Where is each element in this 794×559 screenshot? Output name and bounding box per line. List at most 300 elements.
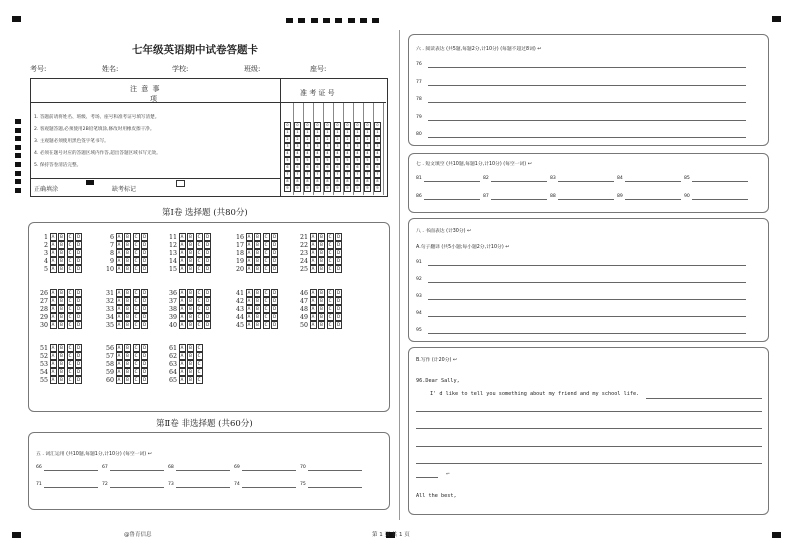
option-bubble-a[interactable]: A: [50, 289, 57, 297]
option-bubble-d[interactable]: D: [272, 258, 277, 263]
writing-line-6[interactable]: [416, 477, 438, 478]
option-bubble-a[interactable]: A: [310, 265, 317, 273]
option-bubble-b[interactable]: B: [58, 352, 65, 360]
option-bubble-c[interactable]: C: [327, 257, 334, 265]
id-digit-bubble[interactable]: 0: [324, 122, 331, 129]
option-bubble-b[interactable]: B: [318, 257, 325, 265]
id-digit-bubble[interactable]: 0: [364, 122, 371, 129]
option-bubble-d[interactable]: D: [272, 242, 277, 247]
option-bubble-b[interactable]: B: [58, 297, 65, 305]
option-bubble-d[interactable]: D: [336, 234, 341, 239]
option-bubble-c[interactable]: C: [67, 249, 74, 257]
option-bubble-b[interactable]: B: [124, 344, 131, 352]
option-bubble-a[interactable]: A: [50, 368, 57, 376]
id-digit-bubble[interactable]: 2: [304, 136, 311, 143]
option-bubble-b[interactable]: B: [187, 376, 194, 384]
option-bubble-d[interactable]: D: [142, 242, 147, 247]
id-digit-bubble[interactable]: 2: [374, 136, 381, 143]
id-digit-bubble[interactable]: 0: [314, 122, 321, 129]
option-bubble-c[interactable]: C: [327, 249, 334, 257]
option-bubble-b[interactable]: B: [187, 233, 194, 241]
id-digit-bubble[interactable]: 3: [334, 143, 341, 150]
answer-line[interactable]: [428, 137, 746, 138]
option-bubble-c[interactable]: C: [133, 352, 140, 360]
option-bubble-b[interactable]: B: [187, 360, 194, 368]
answer-line[interactable]: [428, 102, 746, 103]
id-digit-bubble[interactable]: 4: [334, 150, 341, 157]
option-bubble-b[interactable]: B: [187, 257, 194, 265]
option-bubble-a[interactable]: A: [116, 257, 123, 265]
option-bubble-d[interactable]: D: [205, 322, 210, 327]
id-digit-bubble[interactable]: 3: [284, 143, 291, 150]
id-digit-bubble[interactable]: 0: [354, 122, 361, 129]
option-bubble-b[interactable]: B: [58, 249, 65, 257]
option-bubble-c[interactable]: C: [196, 305, 203, 313]
option-bubble-a[interactable]: A: [50, 344, 57, 352]
option-bubble-b[interactable]: B: [254, 321, 261, 329]
option-bubble-d[interactable]: D: [142, 258, 147, 263]
id-digit-bubble[interactable]: 1: [364, 129, 371, 136]
id-digit-bubble[interactable]: 6: [304, 164, 311, 171]
id-digit-bubble[interactable]: 9: [314, 185, 321, 192]
option-bubble-c[interactable]: C: [133, 241, 140, 249]
option-bubble-d[interactable]: D: [76, 258, 81, 263]
option-bubble-c[interactable]: C: [263, 257, 270, 265]
id-digit-bubble[interactable]: 7: [344, 171, 351, 178]
option-bubble-b[interactable]: B: [124, 376, 131, 384]
option-bubble-d[interactable]: D: [76, 377, 81, 382]
option-bubble-d[interactable]: D: [205, 306, 210, 311]
option-bubble-a[interactable]: A: [310, 305, 317, 313]
option-bubble-a[interactable]: A: [179, 257, 186, 265]
answer-blank[interactable]: [44, 470, 98, 471]
id-digit-bubble[interactable]: 0: [334, 122, 341, 129]
option-bubble-a[interactable]: A: [310, 241, 317, 249]
option-bubble-a[interactable]: A: [116, 249, 123, 257]
option-bubble-d[interactable]: D: [205, 242, 210, 247]
option-bubble-c[interactable]: C: [327, 233, 334, 241]
option-bubble-c[interactable]: C: [196, 265, 203, 273]
option-bubble-b[interactable]: B: [124, 233, 131, 241]
id-digit-bubble[interactable]: 9: [304, 185, 311, 192]
option-bubble-b[interactable]: B: [187, 352, 194, 360]
option-bubble-d[interactable]: D: [272, 290, 277, 295]
id-digit-bubble[interactable]: 6: [314, 164, 321, 171]
writing-line-4[interactable]: [416, 446, 762, 447]
option-bubble-c[interactable]: C: [133, 368, 140, 376]
option-bubble-b[interactable]: B: [124, 297, 131, 305]
answer-blank[interactable]: [110, 470, 164, 471]
option-bubble-a[interactable]: A: [50, 233, 57, 241]
answer-blank[interactable]: [558, 199, 614, 200]
option-bubble-c[interactable]: C: [196, 249, 203, 257]
option-bubble-a[interactable]: A: [179, 360, 186, 368]
option-bubble-c[interactable]: C: [67, 313, 74, 321]
option-bubble-c[interactable]: C: [196, 297, 203, 305]
id-digit-bubble[interactable]: 6: [284, 164, 291, 171]
option-bubble-b[interactable]: B: [318, 289, 325, 297]
answer-blank[interactable]: [424, 199, 480, 200]
option-bubble-a[interactable]: A: [179, 368, 186, 376]
answer-blank[interactable]: [242, 470, 296, 471]
id-digit-bubble[interactable]: 3: [304, 143, 311, 150]
id-digit-bubble[interactable]: 3: [294, 143, 301, 150]
option-bubble-b[interactable]: B: [124, 313, 131, 321]
option-bubble-d[interactable]: D: [336, 266, 341, 271]
option-bubble-a[interactable]: A: [50, 257, 57, 265]
option-bubble-c[interactable]: C: [67, 344, 74, 352]
option-bubble-d[interactable]: D: [272, 298, 277, 303]
option-bubble-c[interactable]: C: [263, 241, 270, 249]
id-digit-bubble[interactable]: 8: [374, 178, 381, 185]
option-bubble-a[interactable]: A: [116, 368, 123, 376]
option-bubble-b[interactable]: B: [124, 360, 131, 368]
option-bubble-b[interactable]: B: [124, 352, 131, 360]
writing-line-2[interactable]: [416, 411, 762, 412]
id-digit-bubble[interactable]: 5: [294, 157, 301, 164]
option-bubble-d[interactable]: D: [76, 322, 81, 327]
option-bubble-d[interactable]: D: [76, 314, 81, 319]
option-bubble-b[interactable]: B: [187, 265, 194, 273]
id-digit-bubble[interactable]: 4: [374, 150, 381, 157]
id-digit-bubble[interactable]: 1: [324, 129, 331, 136]
option-bubble-b[interactable]: B: [187, 313, 194, 321]
id-digit-bubble[interactable]: 4: [294, 150, 301, 157]
writing-line-5[interactable]: [416, 463, 762, 464]
option-bubble-a[interactable]: A: [246, 305, 253, 313]
option-bubble-b[interactable]: B: [254, 297, 261, 305]
id-digit-bubble[interactable]: 8: [294, 178, 301, 185]
option-bubble-a[interactable]: A: [116, 233, 123, 241]
id-digit-bubble[interactable]: 6: [374, 164, 381, 171]
option-bubble-d[interactable]: D: [142, 306, 147, 311]
id-digit-bubble[interactable]: 7: [364, 171, 371, 178]
option-bubble-d[interactable]: D: [76, 361, 81, 366]
id-digit-bubble[interactable]: 7: [354, 171, 361, 178]
option-bubble-d[interactable]: D: [142, 377, 147, 382]
option-bubble-c[interactable]: C: [133, 344, 140, 352]
option-bubble-b[interactable]: B: [187, 289, 194, 297]
option-bubble-c[interactable]: C: [263, 265, 270, 273]
id-digit-bubble[interactable]: 1: [284, 129, 291, 136]
option-bubble-d[interactable]: D: [336, 314, 341, 319]
option-bubble-b[interactable]: B: [58, 376, 65, 384]
option-bubble-a[interactable]: A: [179, 265, 186, 273]
option-bubble-a[interactable]: A: [116, 297, 123, 305]
option-bubble-c[interactable]: C: [263, 321, 270, 329]
option-bubble-a[interactable]: A: [179, 233, 186, 241]
answer-blank[interactable]: [424, 181, 480, 182]
answer-blank[interactable]: [176, 470, 230, 471]
id-digit-bubble[interactable]: 4: [304, 150, 311, 157]
option-bubble-d[interactable]: D: [76, 298, 81, 303]
answer-blank[interactable]: [308, 487, 362, 488]
option-bubble-d[interactable]: D: [272, 306, 277, 311]
option-bubble-c[interactable]: C: [327, 241, 334, 249]
id-digit-bubble[interactable]: 3: [374, 143, 381, 150]
id-digit-bubble[interactable]: 4: [314, 150, 321, 157]
option-bubble-d[interactable]: D: [76, 266, 81, 271]
option-bubble-d[interactable]: D: [336, 250, 341, 255]
option-bubble-b[interactable]: B: [124, 305, 131, 313]
option-bubble-c[interactable]: C: [196, 233, 203, 241]
option-bubble-d[interactable]: D: [272, 314, 277, 319]
option-bubble-a[interactable]: A: [246, 321, 253, 329]
option-bubble-c[interactable]: C: [133, 321, 140, 329]
id-digit-bubble[interactable]: 9: [284, 185, 291, 192]
id-digit-bubble[interactable]: 1: [374, 129, 381, 136]
option-bubble-a[interactable]: A: [116, 289, 123, 297]
option-bubble-c[interactable]: C: [133, 313, 140, 321]
option-bubble-d[interactable]: D: [205, 266, 210, 271]
id-digit-bubble[interactable]: 2: [354, 136, 361, 143]
option-bubble-a[interactable]: A: [310, 289, 317, 297]
option-bubble-b[interactable]: B: [58, 305, 65, 313]
id-digit-bubble[interactable]: 5: [364, 157, 371, 164]
option-bubble-b[interactable]: B: [58, 313, 65, 321]
option-bubble-b[interactable]: B: [187, 344, 194, 352]
writing-line-1[interactable]: [646, 398, 762, 399]
id-digit-bubble[interactable]: 3: [344, 143, 351, 150]
option-bubble-c[interactable]: C: [196, 313, 203, 321]
option-bubble-d[interactable]: D: [76, 242, 81, 247]
option-bubble-b[interactable]: B: [254, 233, 261, 241]
id-digit-bubble[interactable]: 3: [364, 143, 371, 150]
option-bubble-c[interactable]: C: [263, 249, 270, 257]
option-bubble-c[interactable]: C: [263, 289, 270, 297]
option-bubble-a[interactable]: A: [50, 241, 57, 249]
option-bubble-a[interactable]: A: [179, 352, 186, 360]
id-digit-bubble[interactable]: 1: [344, 129, 351, 136]
option-bubble-c[interactable]: C: [196, 376, 203, 384]
option-bubble-d[interactable]: D: [205, 258, 210, 263]
option-bubble-c[interactable]: C: [67, 376, 74, 384]
option-bubble-c[interactable]: C: [327, 265, 334, 273]
option-bubble-a[interactable]: A: [179, 344, 186, 352]
option-bubble-a[interactable]: A: [246, 313, 253, 321]
option-bubble-a[interactable]: A: [116, 376, 123, 384]
option-bubble-c[interactable]: C: [196, 360, 203, 368]
option-bubble-c[interactable]: C: [67, 297, 74, 305]
answer-blank[interactable]: [491, 199, 547, 200]
id-digit-bubble[interactable]: 8: [364, 178, 371, 185]
option-bubble-b[interactable]: B: [124, 241, 131, 249]
option-bubble-b[interactable]: B: [187, 321, 194, 329]
option-bubble-a[interactable]: A: [116, 305, 123, 313]
id-digit-bubble[interactable]: 9: [344, 185, 351, 192]
id-digit-bubble[interactable]: 8: [354, 178, 361, 185]
option-bubble-a[interactable]: A: [310, 249, 317, 257]
option-bubble-b[interactable]: B: [254, 241, 261, 249]
option-bubble-a[interactable]: A: [116, 360, 123, 368]
option-bubble-a[interactable]: A: [179, 305, 186, 313]
option-bubble-b[interactable]: B: [58, 368, 65, 376]
answer-blank[interactable]: [558, 181, 614, 182]
id-digit-bubble[interactable]: 6: [344, 164, 351, 171]
option-bubble-d[interactable]: D: [205, 250, 210, 255]
id-digit-bubble[interactable]: 9: [294, 185, 301, 192]
option-bubble-c[interactable]: C: [263, 297, 270, 305]
id-digit-bubble[interactable]: 9: [334, 185, 341, 192]
option-bubble-b[interactable]: B: [187, 305, 194, 313]
option-bubble-a[interactable]: A: [179, 297, 186, 305]
option-bubble-b[interactable]: B: [318, 233, 325, 241]
option-bubble-d[interactable]: D: [272, 266, 277, 271]
id-digit-bubble[interactable]: 5: [284, 157, 291, 164]
option-bubble-d[interactable]: D: [205, 290, 210, 295]
answer-blank[interactable]: [242, 487, 296, 488]
option-bubble-b[interactable]: B: [254, 265, 261, 273]
id-digit-bubble[interactable]: 1: [304, 129, 311, 136]
id-digit-bubble[interactable]: 7: [294, 171, 301, 178]
option-bubble-a[interactable]: A: [179, 321, 186, 329]
option-bubble-a[interactable]: A: [179, 241, 186, 249]
id-digit-bubble[interactable]: 0: [284, 122, 291, 129]
id-digit-bubble[interactable]: 2: [344, 136, 351, 143]
option-bubble-d[interactable]: D: [142, 290, 147, 295]
option-bubble-b[interactable]: B: [187, 249, 194, 257]
option-bubble-d[interactable]: D: [142, 314, 147, 319]
option-bubble-c[interactable]: C: [263, 313, 270, 321]
option-bubble-a[interactable]: A: [179, 289, 186, 297]
option-bubble-d[interactable]: D: [336, 242, 341, 247]
id-digit-bubble[interactable]: 7: [374, 171, 381, 178]
option-bubble-d[interactable]: D: [205, 314, 210, 319]
option-bubble-c[interactable]: C: [133, 376, 140, 384]
option-bubble-d[interactable]: D: [76, 290, 81, 295]
option-bubble-a[interactable]: A: [246, 289, 253, 297]
option-bubble-b[interactable]: B: [124, 249, 131, 257]
answer-blank[interactable]: [491, 181, 547, 182]
id-digit-bubble[interactable]: 5: [324, 157, 331, 164]
option-bubble-b[interactable]: B: [58, 257, 65, 265]
id-digit-bubble[interactable]: 6: [354, 164, 361, 171]
option-bubble-a[interactable]: A: [50, 376, 57, 384]
option-bubble-a[interactable]: A: [179, 376, 186, 384]
writing-line-3[interactable]: [416, 428, 762, 429]
option-bubble-a[interactable]: A: [246, 297, 253, 305]
option-bubble-d[interactable]: D: [76, 250, 81, 255]
id-digit-bubble[interactable]: 0: [304, 122, 311, 129]
id-digit-bubble[interactable]: 7: [284, 171, 291, 178]
option-bubble-d[interactable]: D: [336, 322, 341, 327]
id-digit-bubble[interactable]: 7: [314, 171, 321, 178]
option-bubble-a[interactable]: A: [50, 352, 57, 360]
option-bubble-a[interactable]: A: [50, 360, 57, 368]
option-bubble-a[interactable]: A: [310, 233, 317, 241]
option-bubble-a[interactable]: A: [50, 265, 57, 273]
option-bubble-b[interactable]: B: [318, 321, 325, 329]
option-bubble-c[interactable]: C: [67, 241, 74, 249]
option-bubble-a[interactable]: A: [50, 305, 57, 313]
option-bubble-b[interactable]: B: [58, 321, 65, 329]
option-bubble-a[interactable]: A: [246, 249, 253, 257]
option-bubble-d[interactable]: D: [76, 234, 81, 239]
option-bubble-d[interactable]: D: [76, 353, 81, 358]
option-bubble-a[interactable]: A: [179, 249, 186, 257]
option-bubble-a[interactable]: A: [179, 313, 186, 321]
id-digit-bubble[interactable]: 6: [334, 164, 341, 171]
option-bubble-a[interactable]: A: [116, 321, 123, 329]
option-bubble-c[interactable]: C: [133, 249, 140, 257]
option-bubble-c[interactable]: C: [133, 297, 140, 305]
option-bubble-d[interactable]: D: [142, 322, 147, 327]
option-bubble-c[interactable]: C: [133, 257, 140, 265]
id-digit-bubble[interactable]: 3: [314, 143, 321, 150]
option-bubble-d[interactable]: D: [142, 369, 147, 374]
option-bubble-b[interactable]: B: [58, 360, 65, 368]
option-bubble-b[interactable]: B: [58, 265, 65, 273]
option-bubble-a[interactable]: A: [246, 257, 253, 265]
id-digit-bubble[interactable]: 1: [334, 129, 341, 136]
option-bubble-d[interactable]: D: [336, 298, 341, 303]
id-digit-bubble[interactable]: 2: [314, 136, 321, 143]
id-digit-bubble[interactable]: 8: [334, 178, 341, 185]
option-bubble-a[interactable]: A: [50, 249, 57, 257]
answer-line[interactable]: [428, 265, 746, 266]
option-bubble-b[interactable]: B: [187, 368, 194, 376]
option-bubble-b[interactable]: B: [124, 265, 131, 273]
id-digit-bubble[interactable]: 4: [344, 150, 351, 157]
option-bubble-a[interactable]: A: [246, 241, 253, 249]
option-bubble-c[interactable]: C: [196, 321, 203, 329]
option-bubble-b[interactable]: B: [318, 265, 325, 273]
option-bubble-c[interactable]: C: [196, 352, 203, 360]
option-bubble-c[interactable]: C: [67, 360, 74, 368]
option-bubble-b[interactable]: B: [124, 289, 131, 297]
option-bubble-d[interactable]: D: [336, 258, 341, 263]
id-digit-bubble[interactable]: 7: [304, 171, 311, 178]
option-bubble-d[interactable]: D: [142, 298, 147, 303]
option-bubble-c[interactable]: C: [327, 321, 334, 329]
id-digit-bubble[interactable]: 5: [334, 157, 341, 164]
option-bubble-b[interactable]: B: [318, 241, 325, 249]
option-bubble-c[interactable]: C: [67, 289, 74, 297]
option-bubble-c[interactable]: C: [133, 265, 140, 273]
answer-blank[interactable]: [44, 487, 98, 488]
option-bubble-a[interactable]: A: [50, 321, 57, 329]
option-bubble-c[interactable]: C: [133, 360, 140, 368]
option-bubble-c[interactable]: C: [133, 289, 140, 297]
option-bubble-c[interactable]: C: [196, 289, 203, 297]
id-digit-bubble[interactable]: 2: [294, 136, 301, 143]
option-bubble-d[interactable]: D: [142, 266, 147, 271]
option-bubble-b[interactable]: B: [318, 297, 325, 305]
option-bubble-a[interactable]: A: [116, 241, 123, 249]
option-bubble-c[interactable]: C: [263, 305, 270, 313]
option-bubble-b[interactable]: B: [58, 233, 65, 241]
id-digit-bubble[interactable]: 7: [324, 171, 331, 178]
option-bubble-c[interactable]: C: [67, 257, 74, 265]
option-bubble-d[interactable]: D: [76, 369, 81, 374]
id-digit-bubble[interactable]: 6: [294, 164, 301, 171]
option-bubble-b[interactable]: B: [124, 368, 131, 376]
option-bubble-b[interactable]: B: [58, 344, 65, 352]
id-digit-bubble[interactable]: 5: [374, 157, 381, 164]
option-bubble-c[interactable]: C: [133, 305, 140, 313]
option-bubble-d[interactable]: D: [272, 250, 277, 255]
id-digit-bubble[interactable]: 4: [364, 150, 371, 157]
option-bubble-a[interactable]: A: [116, 313, 123, 321]
option-bubble-b[interactable]: B: [254, 257, 261, 265]
option-bubble-d[interactable]: D: [205, 298, 210, 303]
option-bubble-c[interactable]: C: [67, 265, 74, 273]
answer-blank[interactable]: [176, 487, 230, 488]
id-digit-bubble[interactable]: 9: [364, 185, 371, 192]
id-digit-bubble[interactable]: 1: [314, 129, 321, 136]
id-digit-bubble[interactable]: 0: [374, 122, 381, 129]
id-digit-bubble[interactable]: 4: [284, 150, 291, 157]
